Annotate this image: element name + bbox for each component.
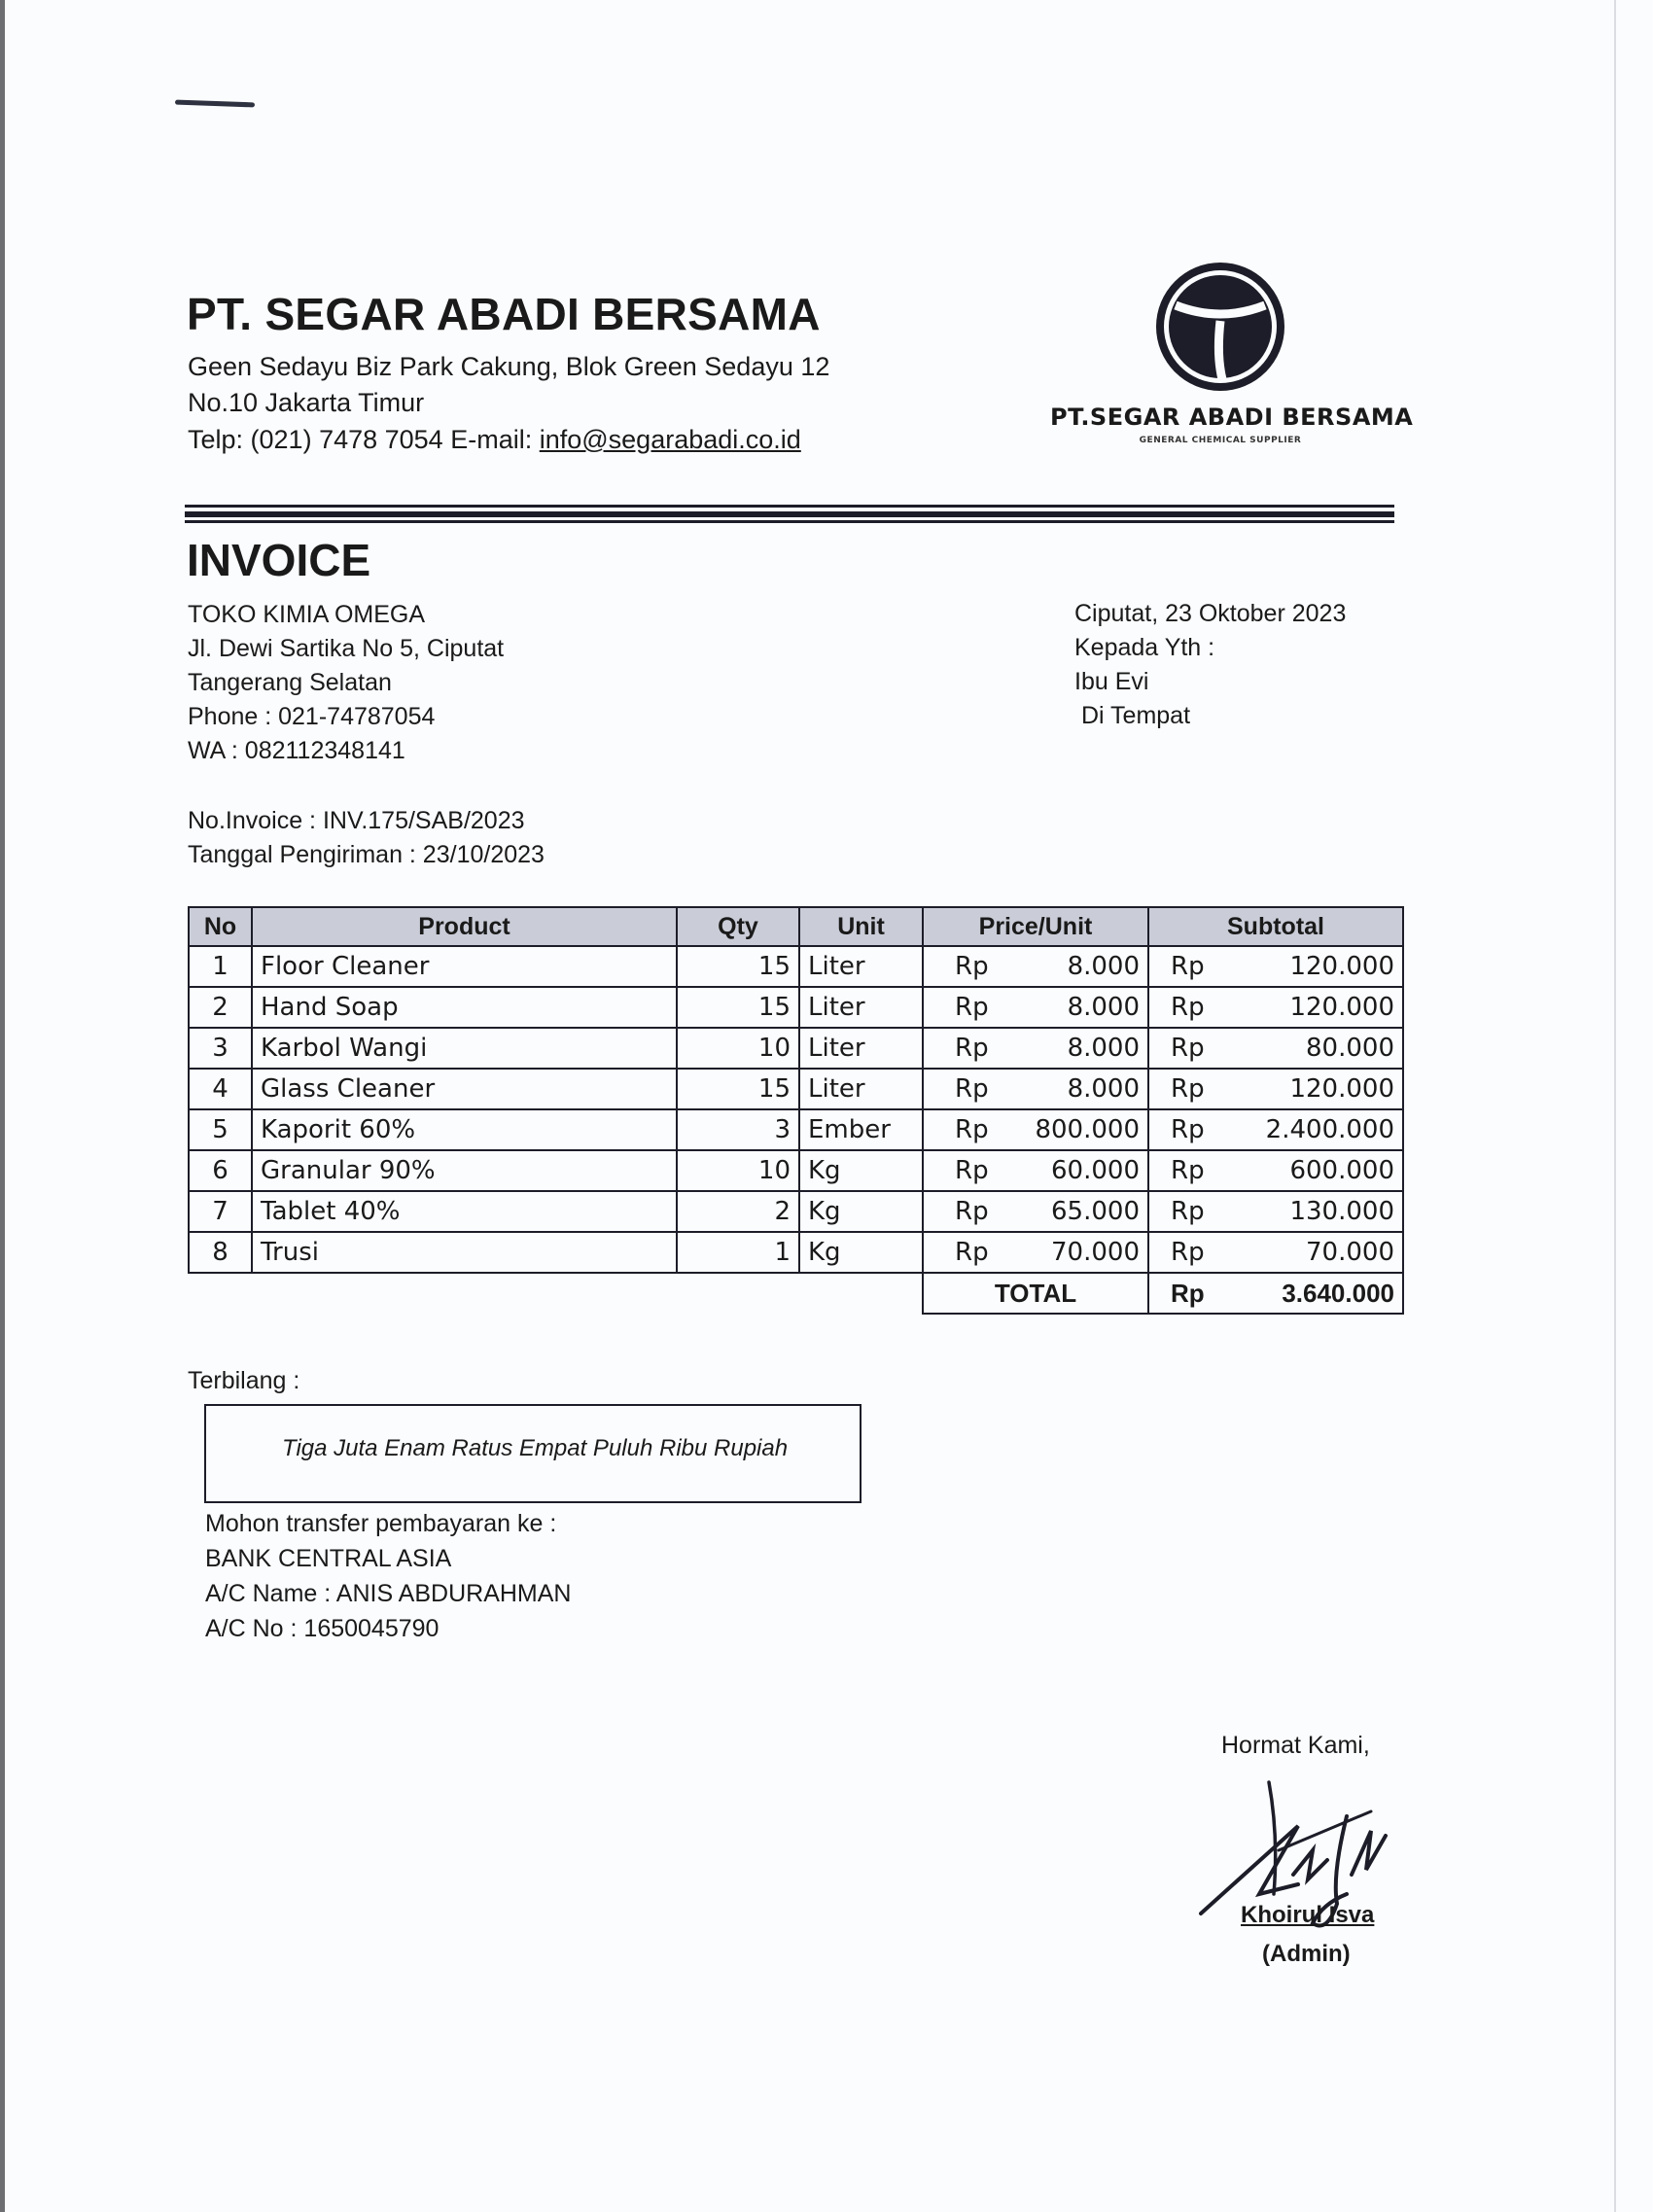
cell-price xyxy=(923,987,1148,1028)
recipient-location: Di Tempat xyxy=(1074,702,1191,729)
cell-qty: 15 xyxy=(677,987,799,1028)
invoice-number: No.Invoice : INV.175/SAB/2023 xyxy=(188,807,525,834)
cell-unit: Liter xyxy=(799,987,923,1028)
currency-label: Rp xyxy=(1171,1156,1205,1185)
bank-name: BANK CENTRAL ASIA xyxy=(205,1545,452,1572)
cell-qty: 2 xyxy=(677,1191,799,1232)
cell-product: Granular 90% xyxy=(252,1150,677,1191)
header-product: Product xyxy=(252,907,677,946)
currency-label: Rp xyxy=(955,1115,989,1144)
currency-label: Rp xyxy=(1171,1238,1205,1267)
header-divider-thin-bottom xyxy=(185,520,1394,523)
terbilang-label: Terbilang : xyxy=(188,1367,300,1394)
currency-label: Rp xyxy=(1171,1115,1205,1144)
customer-wa: WA : 082112348141 xyxy=(188,737,405,764)
table-header-row xyxy=(189,907,1403,946)
place-date: Ciputat, 23 Oktober 2023 xyxy=(1074,600,1347,627)
cell-no: 5 xyxy=(189,1109,252,1150)
logo-company-name: PT.SEGAR ABADI BERSAMA xyxy=(1050,404,1414,431)
cell-subtotal-value: 120.000 xyxy=(1289,993,1394,1022)
table-row xyxy=(189,1191,1403,1232)
header-price-unit: Price/Unit xyxy=(923,907,1148,946)
cell-subtotal xyxy=(1148,1150,1403,1191)
currency-label: Rp xyxy=(1171,993,1205,1022)
cell-subtotal xyxy=(1148,1232,1403,1273)
company-name: PT. SEGAR ABADI BERSAMA xyxy=(187,289,821,339)
cell-no: 2 xyxy=(189,987,252,1028)
currency-label: Rp xyxy=(955,1197,989,1226)
cell-price-value: 8.000 xyxy=(1067,993,1140,1022)
cell-qty: 15 xyxy=(677,946,799,987)
cell-price-value: 65.000 xyxy=(1051,1197,1140,1226)
currency-label: Rp xyxy=(1171,1034,1205,1063)
cell-unit: Kg xyxy=(799,1232,923,1273)
logo-tagline: GENERAL CHEMICAL SUPPLIER xyxy=(1139,436,1302,445)
cell-product: Floor Cleaner xyxy=(252,946,677,987)
cell-subtotal xyxy=(1148,987,1403,1028)
cell-product: Karbol Wangi xyxy=(252,1028,677,1069)
header-qty: Qty xyxy=(677,907,799,946)
cell-price xyxy=(923,946,1148,987)
recipient-to-label: Kepada Yth : xyxy=(1074,634,1215,661)
currency-label: Rp xyxy=(955,952,989,981)
currency-label: Rp xyxy=(955,1238,989,1267)
cell-subtotal-value: 600.000 xyxy=(1289,1156,1394,1185)
table-row xyxy=(189,1069,1403,1109)
table-row xyxy=(189,1028,1403,1069)
currency-label: Rp xyxy=(1171,1074,1205,1104)
cell-subtotal xyxy=(1148,1191,1403,1232)
cell-unit: Liter xyxy=(799,1028,923,1069)
cell-price xyxy=(923,1232,1148,1273)
signer-role: (Admin) xyxy=(1262,1941,1351,1967)
cell-unit: Liter xyxy=(799,946,923,987)
cell-product: Hand Soap xyxy=(252,987,677,1028)
table-row xyxy=(189,987,1403,1028)
cell-subtotal-value: 70.000 xyxy=(1306,1238,1394,1267)
cell-qty: 1 xyxy=(677,1232,799,1273)
total-row xyxy=(189,1273,1403,1314)
cell-subtotal-value: 130.000 xyxy=(1289,1197,1394,1226)
cell-no: 7 xyxy=(189,1191,252,1232)
cell-price-value: 70.000 xyxy=(1051,1238,1140,1267)
header-subtotal: Subtotal xyxy=(1148,907,1403,946)
cell-price xyxy=(923,1028,1148,1069)
company-logo-icon xyxy=(1152,259,1288,395)
signer-name: Khoirul Isva xyxy=(1241,1902,1375,1928)
company-phone: Telp: (021) 7478 7054 E-mail: xyxy=(188,425,540,454)
table-row xyxy=(189,1150,1403,1191)
table-row xyxy=(189,946,1403,987)
header-no: No xyxy=(189,907,252,946)
company-address-line2: No.10 Jakarta Timur xyxy=(188,388,425,417)
scan-page-edge-right xyxy=(1614,0,1616,2212)
cell-price xyxy=(923,1109,1148,1150)
scan-page-edge-left xyxy=(0,0,5,2212)
cell-unit: Ember xyxy=(799,1109,923,1150)
total-value-cell xyxy=(1148,1273,1403,1314)
cell-no: 4 xyxy=(189,1069,252,1109)
cell-subtotal-value: 80.000 xyxy=(1306,1034,1394,1063)
company-contact xyxy=(188,425,801,455)
currency-label: Rp xyxy=(1171,952,1205,981)
cell-price-value: 800.000 xyxy=(1035,1115,1140,1144)
terbilang-box xyxy=(204,1404,862,1503)
recipient-name: Ibu Evi xyxy=(1074,668,1149,695)
items-table xyxy=(188,906,1404,1315)
terbilang-text: Tiga Juta Enam Ratus Empat Puluh Ribu Rupiah xyxy=(282,1435,789,1461)
pen-mark xyxy=(175,100,255,108)
cell-unit: Kg xyxy=(799,1150,923,1191)
cell-price-value: 8.000 xyxy=(1067,1034,1140,1063)
invoice-title: INVOICE xyxy=(187,535,371,585)
total-row-spacer xyxy=(189,1273,923,1314)
total-label: TOTAL xyxy=(923,1273,1148,1314)
cell-subtotal-value: 2.400.000 xyxy=(1265,1115,1394,1144)
cell-qty: 10 xyxy=(677,1150,799,1191)
account-number: A/C No : 1650045790 xyxy=(205,1615,440,1642)
account-name: A/C Name : ANIS ABDURAHMAN xyxy=(205,1580,572,1607)
currency-label: Rp xyxy=(955,1156,989,1185)
cell-subtotal xyxy=(1148,1028,1403,1069)
header-unit: Unit xyxy=(799,907,923,946)
currency-label: Rp xyxy=(955,993,989,1022)
cell-price xyxy=(923,1069,1148,1109)
cell-unit: Kg xyxy=(799,1191,923,1232)
cell-price-value: 8.000 xyxy=(1067,952,1140,981)
cell-product: Kaporit 60% xyxy=(252,1109,677,1150)
currency-label: Rp xyxy=(1171,1197,1205,1226)
total-value: 3.640.000 xyxy=(1282,1278,1394,1308)
cell-qty: 10 xyxy=(677,1028,799,1069)
cell-product: Tablet 40% xyxy=(252,1191,677,1232)
cell-no: 6 xyxy=(189,1150,252,1191)
cell-subtotal-value: 120.000 xyxy=(1289,1074,1394,1104)
total-currency: Rp xyxy=(1171,1278,1205,1308)
payment-instruction: Mohon transfer pembayaran ke : xyxy=(205,1510,557,1537)
customer-phone: Phone : 021-74787054 xyxy=(188,703,436,730)
cell-unit: Liter xyxy=(799,1069,923,1109)
table-row xyxy=(189,1109,1403,1150)
cell-no: 1 xyxy=(189,946,252,987)
company-address-line1: Geen Sedayu Biz Park Cakung, Blok Green Sedayu 12 xyxy=(188,352,830,381)
cell-product: Glass Cleaner xyxy=(252,1069,677,1109)
cell-subtotal xyxy=(1148,946,1403,987)
currency-label: Rp xyxy=(955,1074,989,1104)
currency-label: Rp xyxy=(955,1034,989,1063)
header-divider-thick xyxy=(185,511,1394,517)
cell-qty: 15 xyxy=(677,1069,799,1109)
cell-price xyxy=(923,1191,1148,1232)
shipping-date: Tanggal Pengiriman : 23/10/2023 xyxy=(188,841,545,868)
cell-product: Trusi xyxy=(252,1232,677,1273)
table-row xyxy=(189,1232,1403,1273)
cell-qty: 3 xyxy=(677,1109,799,1150)
cell-price xyxy=(923,1150,1148,1191)
cell-subtotal xyxy=(1148,1069,1403,1109)
cell-no: 3 xyxy=(189,1028,252,1069)
customer-address: Jl. Dewi Sartika No 5, Ciputat xyxy=(188,635,505,662)
cell-no: 8 xyxy=(189,1232,252,1273)
header-divider-thin-top xyxy=(185,505,1394,508)
customer-name: TOKO KIMIA OMEGA xyxy=(188,601,426,628)
closing-greeting: Hormat Kami, xyxy=(1221,1732,1370,1759)
customer-city: Tangerang Selatan xyxy=(188,669,392,696)
cell-price-value: 60.000 xyxy=(1051,1156,1140,1185)
cell-subtotal-value: 120.000 xyxy=(1289,952,1394,981)
company-email-link[interactable]: info@segarabadi.co.id xyxy=(539,425,801,454)
cell-subtotal xyxy=(1148,1109,1403,1150)
cell-price-value: 8.000 xyxy=(1067,1074,1140,1104)
